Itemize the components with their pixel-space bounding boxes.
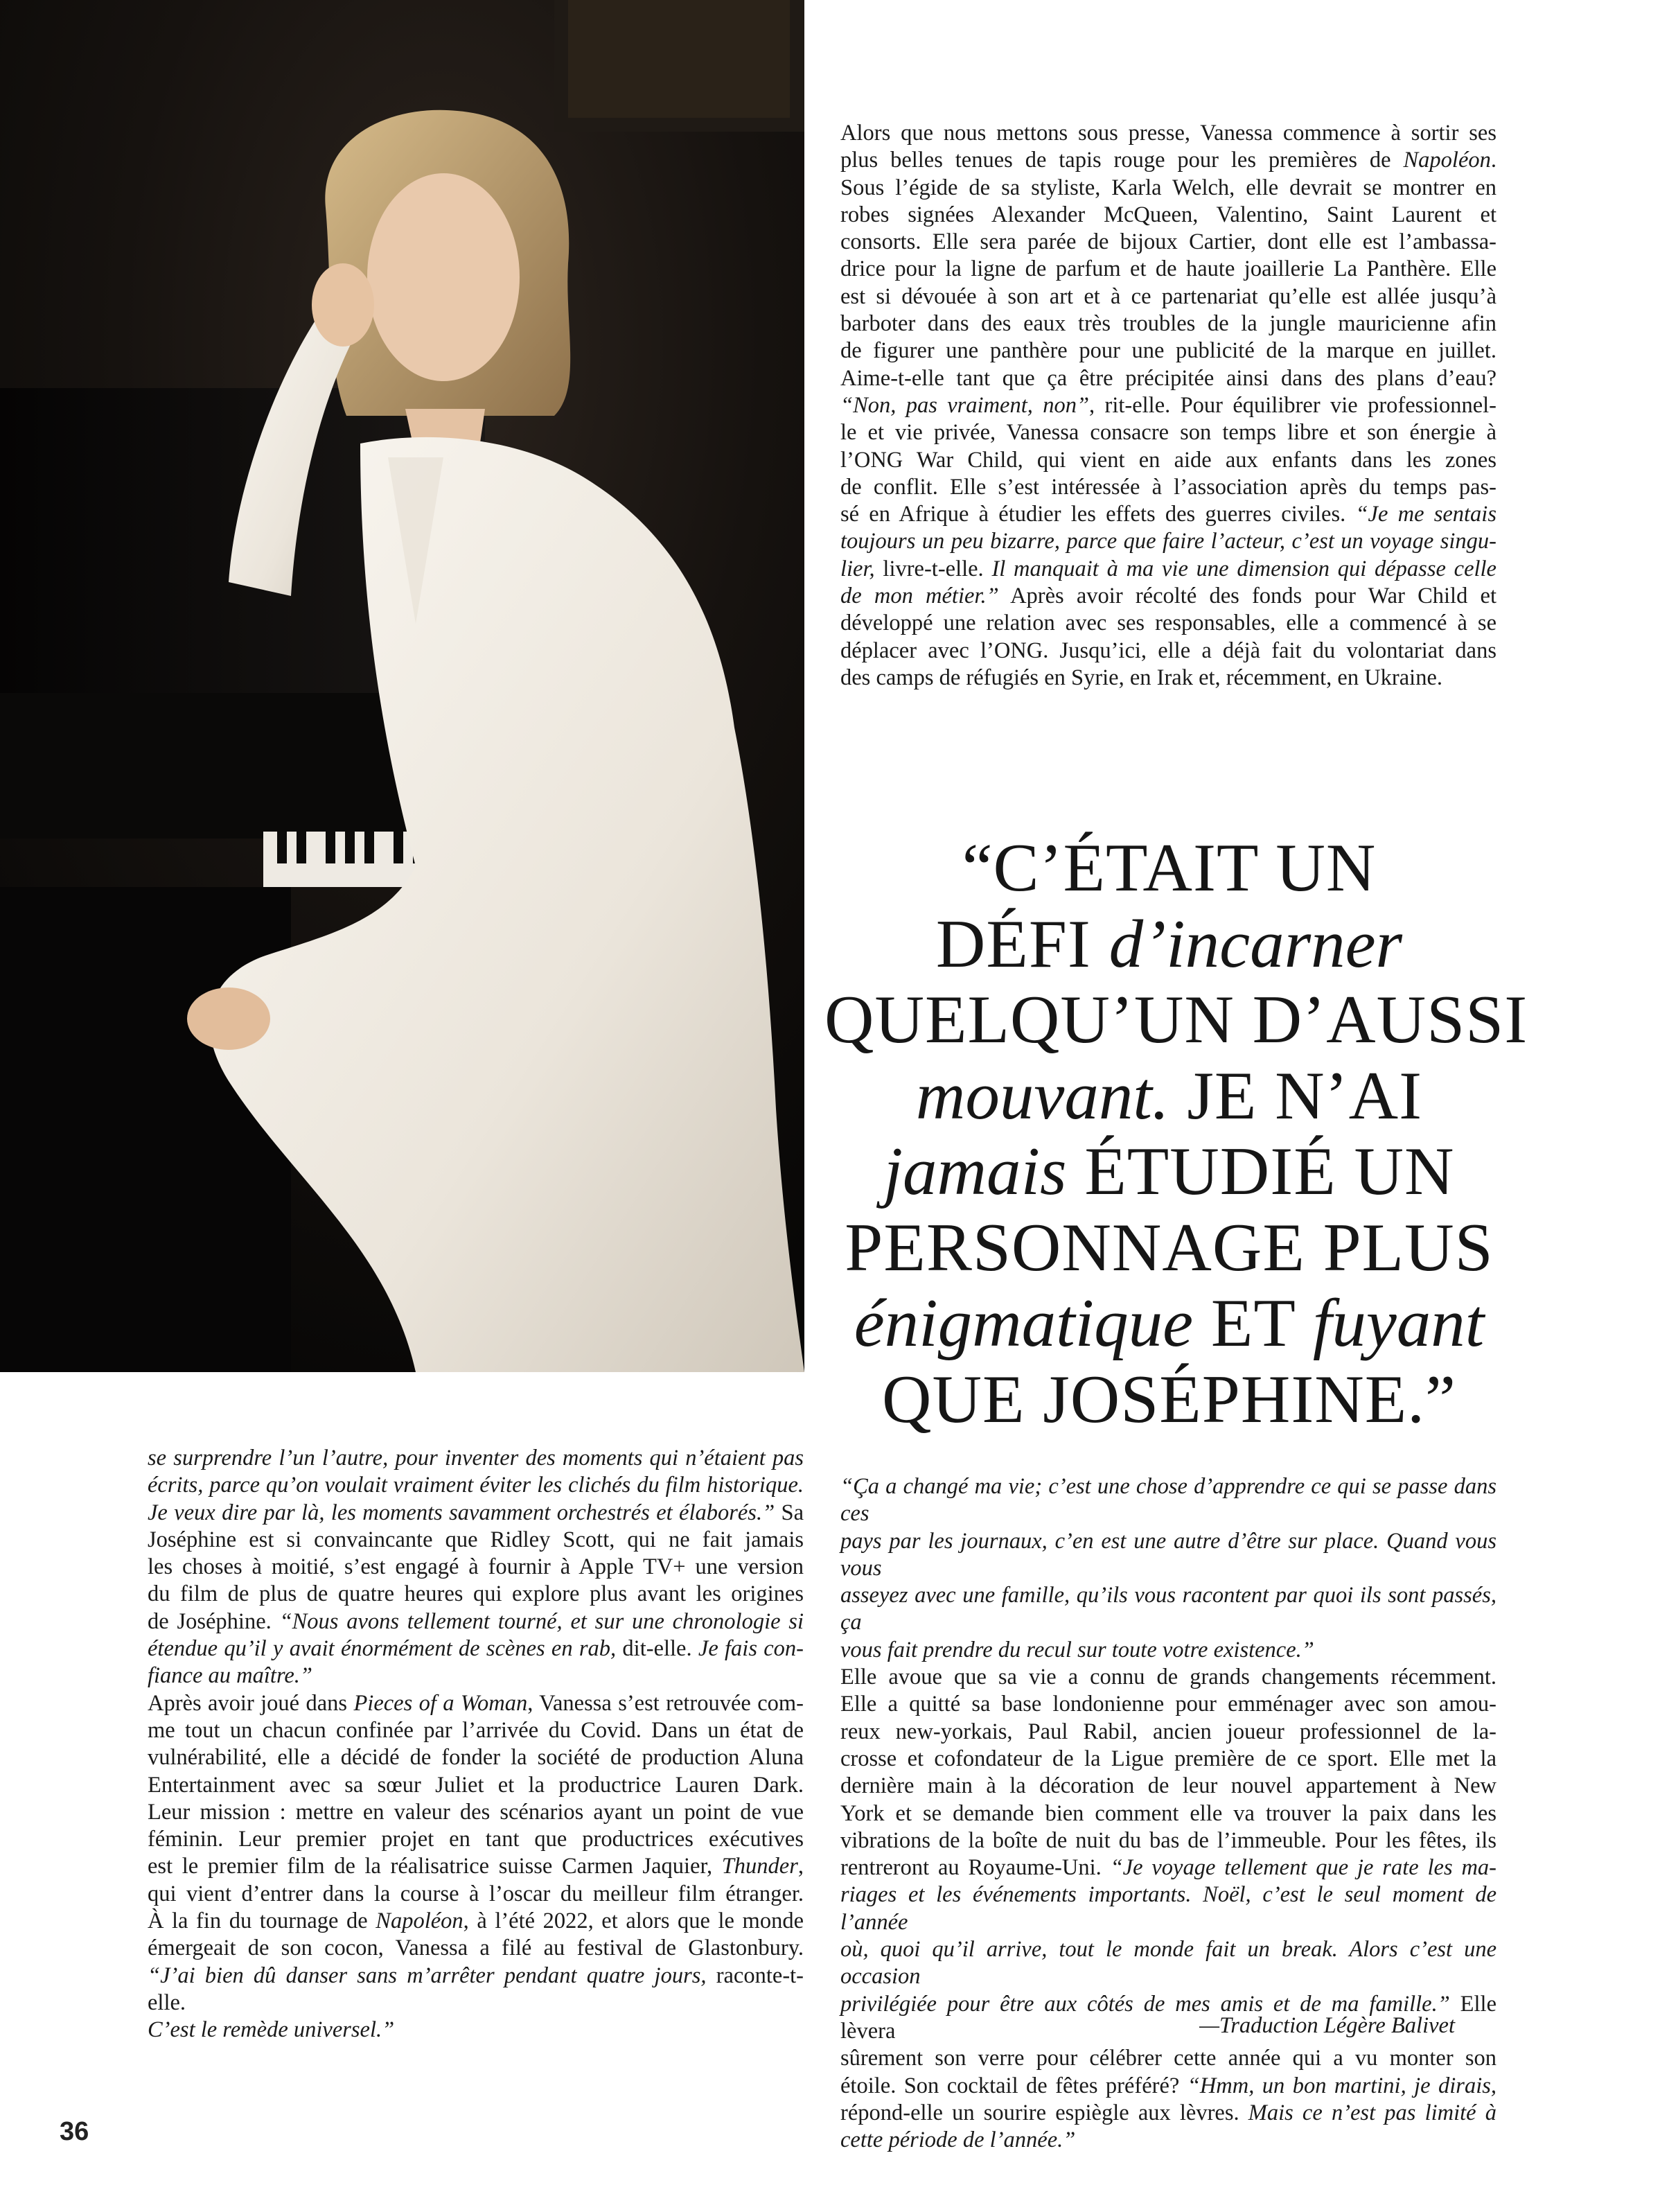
- left_bottom_lines-line: les choses à moitié, s’est engagé à fournir à Apple TV+ une version: [148, 1554, 804, 1580]
- right_bottom_lines-line: asseyez avec une famille, qu’ils vous racontent par quoi ils sont passés, ça: [840, 1583, 1496, 1635]
- right_bottom_lines-line: Elle a quitté sa base londonienne pour emménager avec son amou-: [840, 1692, 1496, 1717]
- right_top_lines-line: “Non, pas vraiment, non”, rit-elle. Pour équilibrer vie professionnel-: [840, 392, 1496, 418]
- pull-quote-line: DÉFI d’incarner: [935, 906, 1403, 982]
- pull-quote-line: QUELQU’UN D’AUSSI: [824, 982, 1528, 1057]
- right_top_lines-line: toujours un peu bizarre, parce que faire l’acteur, c’est un voyage singu-: [840, 529, 1496, 554]
- portrait-illustration: [0, 0, 804, 1372]
- right_top_lines-line: déplacer avec l’ONG. Jusqu’ici, elle a déjà fait du volontariat dans: [840, 638, 1496, 663]
- right_top_lines-line: lier, livre-t-elle. Il manquait à ma vie une dimension qui dépasse celle: [840, 556, 1496, 581]
- right_top_lines-line: des camps de réfugiés en Syrie, en Irak et, récemment, en Ukraine.: [840, 665, 1443, 690]
- right_top_lines-line: le et vie privée, Vanessa consacre son temps libre et son énergie à: [840, 420, 1496, 446]
- right_top_lines-line: de conflit. Elle s’est intéressée à l’association après du temps pas-: [840, 474, 1496, 500]
- right_bottom_lines-line: étoile. Son cocktail de fêtes préféré? “Hmm, un bon martini, je dirais,: [840, 2073, 1496, 2098]
- right_bottom_lines-line: dernière main à la décoration de leur nouvel appartement à New: [840, 1773, 1496, 1799]
- right_top_lines-line: drice pour la ligne de parfum et de haute joaillerie La Panthère. Elle: [840, 256, 1496, 282]
- left_bottom_lines-line: Entertainment avec sa sœur Juliet et la productrice Lauren Dark.: [148, 1772, 804, 1798]
- right_top_lines-line: Sous l’égide de sa styliste, Karla Welch, elle devrait se montrer en: [840, 175, 1496, 200]
- pull-quote-line: QUE JOSÉPHINE.”: [882, 1361, 1456, 1437]
- right_top_lines-line: barboter dans des eaux très troubles de la jungle mauricienne afin: [840, 311, 1496, 337]
- right_bottom_lines-line: “Ça a changé ma vie; c’est une chose d’apprendre ce qui se passe dans ces: [840, 1474, 1496, 1527]
- pull-quote: [824, 830, 1528, 1437]
- portrait-photo: [0, 0, 804, 1372]
- left_bottom_lines-line: Leur mission : mettre en valeur des scénarios ayant un point de vue: [148, 1799, 804, 1825]
- right_bottom_lines-line: Elle avoue que sa vie a connu de grands changements récemment.: [840, 1665, 1496, 1690]
- right_top_lines-line: développé une relation avec ses responsables, elle a commencé à se: [840, 611, 1496, 636]
- left_bottom_lines-line: est le premier film de la réalisatrice suisse Carmen Jaquier, Thunder,: [148, 1854, 804, 1879]
- left_bottom_lines-line: vulnérabilité, elle a décidé de fonder la société de production Aluna: [148, 1745, 804, 1771]
- right_bottom_lines-line: cette période de l’année.”: [840, 2127, 1076, 2153]
- left_bottom_lines-line: C’est le remède universel.”: [148, 2017, 395, 2043]
- page-number: 36: [60, 2117, 89, 2146]
- left_bottom_lines-line: Je veux dire par là, les moments savamment orchestrés et élaborés.” Sa: [148, 1500, 804, 1525]
- left_bottom_lines-line: de Joséphine. “Nous avons tellement tourné, et sur une chronologie si: [148, 1608, 804, 1634]
- article-column-left-bottom: [148, 1445, 804, 2044]
- right_bottom_lines-line: répond-elle un sourire espiègle aux lèvres. Mais ce n’est pas limité à: [840, 2100, 1496, 2125]
- left_bottom_lines-line: féminin. Leur premier projet en tant que productrices exécutives: [148, 1827, 804, 1852]
- right_top_lines-line: de figurer une panthère pour une publicité de la marque en juillet.: [840, 338, 1496, 364]
- right_top_lines-line: robes signées Alexander McQueen, Valentino, Saint Laurent et: [840, 202, 1496, 227]
- right_bottom_lines-line: York et se demande bien comment elle va trouver la paix dans les: [840, 1800, 1496, 1826]
- right_top_lines-line: sé en Afrique à étudier les effets des guerres civiles. “Je me sentais: [840, 502, 1496, 527]
- right_bottom_lines-line: reux new-yorkais, Paul Rabil, ancien joueur professionnel de la-: [840, 1719, 1496, 1744]
- translation-credit: —Traduction Légère Balivet: [1199, 2013, 1455, 2038]
- right_bottom_lines-line: où, quoi qu’il arrive, tout le monde fait un break. Alors c’est une occasion: [840, 1937, 1496, 1990]
- left_bottom_lines-line: qui vient d’entrer dans la course à l’oscar du meilleur film étranger.: [148, 1881, 804, 1906]
- right_top_lines-line: de mon métier.” Après avoir récolté des fonds pour War Child et: [840, 583, 1496, 609]
- left_bottom_lines-line: fiance au maître.”: [148, 1663, 313, 1689]
- pull-quote-line: PERSONNAGE PLUS: [845, 1209, 1494, 1285]
- article-column-right-bottom: [840, 1473, 1496, 2154]
- right_bottom_lines-line: crosse et cofondateur de la Ligue première de ce sport. Elle met la: [840, 1746, 1496, 1771]
- right_top_lines-line: consorts. Elle sera parée de bijoux Cartier, dont elle est l’ambassa-: [840, 229, 1496, 255]
- article-column-right-top: [840, 120, 1496, 692]
- right_bottom_lines-line: rentreront au Royaume-Uni. “Je voyage tellement que je rate les ma-: [840, 1855, 1496, 1881]
- right_top_lines-line: l’ONG War Child, qui vient en aide aux enfants dans les zones: [840, 447, 1496, 473]
- left_bottom_lines-line: émergeait de son cocon, Vanessa a filé au festival de Glastonbury.: [148, 1936, 804, 1961]
- left_bottom_lines-line: étendue qu’il y avait énormément de scènes en rab, dit-elle. Je fais con-: [148, 1636, 804, 1662]
- right_bottom_lines-line: riages et les événements importants. Noël, c’est le seul moment de l’année: [840, 1882, 1496, 1935]
- left_bottom_lines-line: À la fin du tournage de Napoléon, à l’été 2022, et alors que le monde: [148, 1908, 804, 1934]
- right_bottom_lines-line: sûrement son verre pour célébrer cette année qui a vu monter son: [840, 2046, 1496, 2071]
- left_bottom_lines-line: “J’ai bien dû danser sans m’arrêter pendant quatre jours, raconte-t-elle.: [148, 1963, 804, 2015]
- right_top_lines-line: plus belles tenues de tapis rouge pour les premières de Napoléon.: [840, 148, 1496, 173]
- left_bottom_lines-line: me tout un chacun confinée par l’arrivée du Covid. Dans un état de: [148, 1717, 804, 1743]
- left_bottom_lines-line: du film de plus de quatre heures qui explore plus avant les origines: [148, 1581, 804, 1607]
- right_top_lines-line: Aime-t-elle tant que ça être précipitée ainsi dans des plans d’eau?: [840, 365, 1496, 391]
- right_top_lines-line: Alors que nous mettons sous presse, Vanessa commence à sortir ses: [840, 121, 1496, 146]
- pull-quote-line: “C’ÉTAIT UN: [962, 830, 1377, 906]
- right_bottom_lines-line: vous fait prendre du recul sur toute votre existence.”: [840, 1637, 1314, 1662]
- pull-quote-line: mouvant. JE N’AI: [915, 1057, 1423, 1134]
- right_top_lines-line: est si dévouée à son art et à ce partenariat qu’elle est allée jusqu’à: [840, 283, 1496, 309]
- right_bottom_lines-line: vibrations de la boîte de nuit du bas de l’immeuble. Pour les fêtes, ils: [840, 1827, 1496, 1853]
- left_bottom_lines-line: Après avoir joué dans Pieces of a Woman, Vanessa s’est retrouvée com-: [148, 1690, 804, 1716]
- left_bottom_lines-line: se surprendre l’un l’autre, pour inventer des moments qui n’étaient pas: [148, 1446, 804, 1471]
- left_bottom_lines-line: Joséphine est si convaincante que Ridley Scott, qui ne fait jamais: [148, 1527, 804, 1552]
- pull-quote-line: jamais ÉTUDIÉ UN: [883, 1134, 1455, 1209]
- right_bottom_lines-line: pays par les journaux, c’en est une autre d’être sur place. Quand vous vous: [840, 1528, 1496, 1581]
- right_bottom_lines-line: privilégiée pour être aux côtés de mes amis et de ma famille.” Elle lèvera: [840, 1991, 1496, 2044]
- left_bottom_lines-line: écrits, parce qu’on voulait vraiment éviter les clichés du film historique.: [148, 1473, 804, 1498]
- pull-quote-line: énigmatique ET fuyant: [854, 1285, 1485, 1361]
